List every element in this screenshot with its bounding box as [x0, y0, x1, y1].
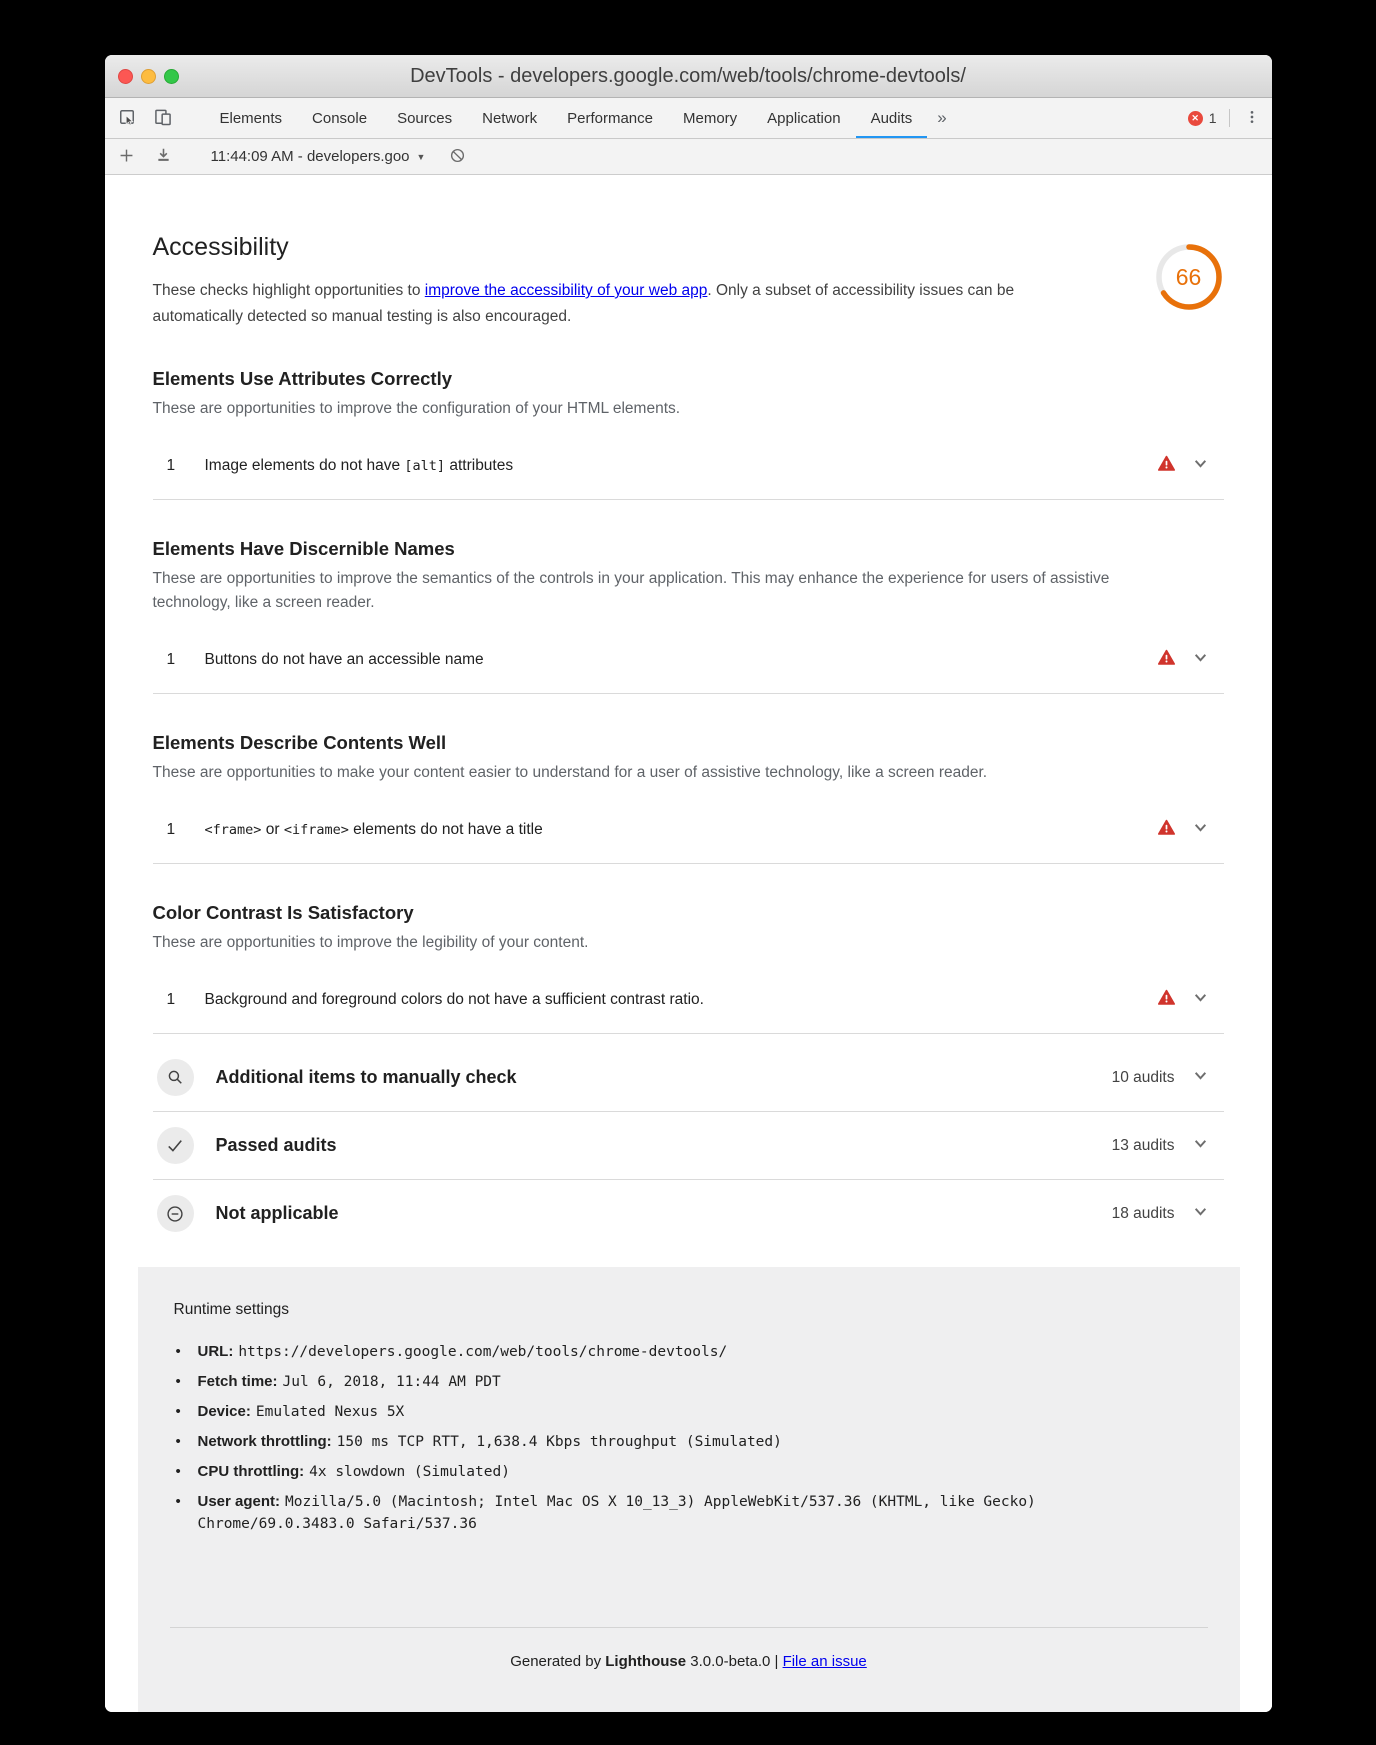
devtools-window — [105, 55, 1272, 1712]
report-selector-label: 11:44:09 AM - developers.goo — [210, 148, 410, 165]
window-title: DevTools - developers.google.com/web/tools/chrome-devtools/ — [410, 64, 966, 87]
audit-row-frame-title[interactable] — [153, 797, 1224, 864]
audit-count: 1 — [166, 821, 176, 838]
runtime-settings-panel — [138, 1267, 1240, 1712]
summary-label: Passed audits — [215, 1135, 337, 1155]
tab-application[interactable]: Application — [767, 109, 841, 127]
devtools-menu-button[interactable] — [1232, 98, 1272, 138]
error-count: 1 — [1208, 110, 1217, 126]
group-description: These are opportunities to improve the legibility of your content. — [152, 934, 589, 951]
audit-title: Image elements do not have [alt] attributes — [204, 457, 514, 474]
runtime-item-fetch-time: • Fetch time: Jul 6, 2018, 11:44 AM PDT — [174, 1371, 1124, 1393]
chevron-down-icon[interactable] — [1193, 650, 1208, 670]
lighthouse-brand: Lighthouse — [605, 1653, 687, 1670]
check-icon — [157, 1127, 194, 1164]
summary-count: 18 audits — [1111, 1204, 1175, 1222]
device-toolbar-button[interactable] — [145, 98, 181, 138]
tab-audits[interactable]: Audits — [856, 98, 928, 138]
minus-circle-icon — [157, 1195, 194, 1232]
runtime-item-user-agent: • User agent: Mozilla/5.0 (Macintosh; Intel Mac OS X 10_13_3) AppleWebKit/537.36 (KHTML, like Gecko) Chrome/69.0.3483.0 Safari/537.36 — [175, 1493, 1036, 1532]
bullet-icon: • — [175, 1403, 181, 1420]
report-title: Accessibility — [152, 233, 289, 261]
tab-sources[interactable]: Sources — [397, 109, 453, 127]
bullet-icon: • — [175, 1493, 181, 1510]
runtime-item-device: • Device: Emulated Nexus 5X — [174, 1401, 1124, 1423]
intro-text: . Only a subset of accessibility issues can be automatically detected so manual testing is also encouraged. — [152, 282, 1015, 325]
tab-console[interactable]: Console — [312, 109, 368, 127]
audit-count: 1 — [166, 457, 176, 474]
summary-row-not-applicable[interactable] — [153, 1180, 1224, 1247]
chevron-down-icon[interactable] — [1193, 820, 1208, 840]
audit-row-icons — [1157, 648, 1224, 672]
chevron-down-icon[interactable] — [1193, 456, 1208, 476]
report-intro — [153, 278, 1068, 330]
search-icon — [157, 1059, 194, 1096]
score-value: 66 — [1175, 263, 1202, 290]
fail-warning-icon — [1157, 988, 1176, 1012]
console-error-indicator[interactable] — [1178, 98, 1227, 138]
tab-network[interactable]: Network — [482, 109, 538, 127]
audit-count: 1 — [166, 991, 176, 1008]
audit-group-discernible-names — [153, 500, 1224, 694]
score-gauge — [1151, 239, 1227, 315]
devtools-tabbar — [105, 98, 1272, 139]
tabbar-spacer — [957, 98, 1178, 138]
bullet-icon: • — [175, 1463, 181, 1480]
kebab-menu-icon — [1244, 108, 1260, 129]
audit-count: 1 — [166, 651, 176, 668]
summary-label: Additional items to manually check — [215, 1067, 517, 1087]
report-footer: Generated by Lighthouse 3.0.0-beta.0 | File an issue — [510, 1653, 867, 1670]
plus-icon — [117, 146, 136, 168]
block-icon — [449, 147, 466, 167]
minimize-window-button[interactable] — [141, 69, 156, 84]
summary-row-manual[interactable] — [153, 1044, 1224, 1112]
more-tabs-button[interactable]: » — [927, 98, 956, 138]
audit-row-icons — [1157, 818, 1224, 842]
bullet-icon: • — [175, 1433, 181, 1450]
download-report-button[interactable] — [154, 146, 173, 168]
clear-audits-button[interactable] — [449, 147, 466, 167]
code-snippet: [alt] — [404, 458, 446, 474]
audit-group-attributes — [153, 330, 1224, 500]
runtime-settings-list — [174, 1341, 1204, 1535]
device-toolbar-icon — [153, 107, 173, 130]
summary-label: Not applicable — [215, 1203, 339, 1223]
group-heading: Elements Use Attributes Correctly — [152, 368, 453, 389]
audit-row-color-contrast[interactable] — [153, 967, 1224, 1034]
fail-warning-icon — [1157, 648, 1176, 672]
group-heading: Elements Describe Contents Well — [152, 732, 447, 753]
chevron-down-icon[interactable] — [1193, 1136, 1208, 1156]
group-heading: Color Contrast Is Satisfactory — [152, 902, 414, 923]
dropdown-caret-icon: ▼ — [416, 151, 426, 162]
runtime-item-cpu-throttling: • CPU throttling: 4x slowdown (Simulated) — [174, 1461, 1124, 1483]
improve-accessibility-link[interactable]: improve the accessibility of your web app — [424, 282, 708, 299]
chevron-down-icon[interactable] — [1193, 1204, 1208, 1224]
code-snippet: <frame> — [204, 822, 262, 838]
code-snippet: <iframe> — [283, 822, 349, 838]
audit-row-button-name[interactable] — [153, 627, 1224, 694]
tab-elements[interactable]: Elements — [219, 109, 283, 127]
runtime-settings-title: Runtime settings — [173, 1301, 289, 1318]
fullscreen-window-button[interactable] — [164, 69, 179, 84]
error-badge-icon: ✕ — [1188, 111, 1203, 126]
runtime-item-url: • URL: https://developers.google.com/web/tools/chrome-devtools/ — [174, 1341, 1124, 1363]
tab-memory[interactable]: Memory — [683, 109, 738, 127]
report-selector-dropdown[interactable] — [205, 147, 432, 166]
inspect-element-button[interactable] — [105, 98, 145, 138]
inspect-cursor-icon — [117, 107, 137, 130]
audit-row-icons — [1157, 988, 1224, 1012]
tab-performance[interactable]: Performance — [567, 109, 653, 127]
summary-count: 13 audits — [1111, 1136, 1175, 1154]
chevron-down-icon[interactable] — [1193, 1068, 1208, 1088]
close-window-button[interactable] — [118, 69, 133, 84]
audit-title: Background and foreground colors do not have a sufficient contrast ratio. — [204, 991, 704, 1008]
summary-count: 10 audits — [1111, 1068, 1175, 1086]
summary-rows — [153, 1044, 1224, 1247]
group-description: These are opportunities to improve the semantics of the controls in your application. This may enhance the experience for users of assistive technology, like a screen reader. — [152, 570, 1110, 611]
file-an-issue-link[interactable]: File an issue — [782, 1653, 867, 1670]
titlebar — [105, 55, 1272, 98]
runtime-item-network-throttling: • Network throttling: 150 ms TCP RTT, 1,638.4 Kbps throughput (Simulated) — [174, 1431, 1124, 1453]
download-icon — [154, 146, 173, 168]
audit-title: Buttons do not have an accessible name — [204, 651, 484, 668]
window-controls — [118, 55, 179, 97]
summary-row-passed[interactable] — [153, 1112, 1224, 1180]
group-heading: Elements Have Discernible Names — [152, 538, 455, 559]
group-description: These are opportunities to improve the configuration of your HTML elements. — [152, 400, 681, 417]
intro-text: These checks highlight opportunities to — [152, 282, 425, 299]
lighthouse-report — [105, 175, 1272, 1712]
new-audit-button[interactable] — [117, 146, 136, 168]
audit-group-describe-contents — [153, 694, 1224, 864]
fail-warning-icon — [1157, 818, 1176, 842]
group-description: These are opportunities to make your content easier to understand for a user of assistive technology, like a screen reader. — [152, 764, 988, 781]
audits-toolbar — [105, 139, 1272, 175]
fail-warning-icon — [1157, 454, 1176, 478]
audit-row-icons — [1157, 454, 1224, 478]
audit-group-color-contrast — [153, 864, 1224, 1034]
toolbar-divider — [1229, 109, 1230, 127]
bullet-icon: • — [175, 1343, 181, 1360]
audit-title: <frame> or <iframe> elements do not have a title — [204, 821, 543, 838]
bullet-icon: • — [175, 1373, 181, 1390]
audit-row-img-alt[interactable] — [153, 433, 1224, 500]
chevron-down-icon[interactable] — [1193, 990, 1208, 1010]
